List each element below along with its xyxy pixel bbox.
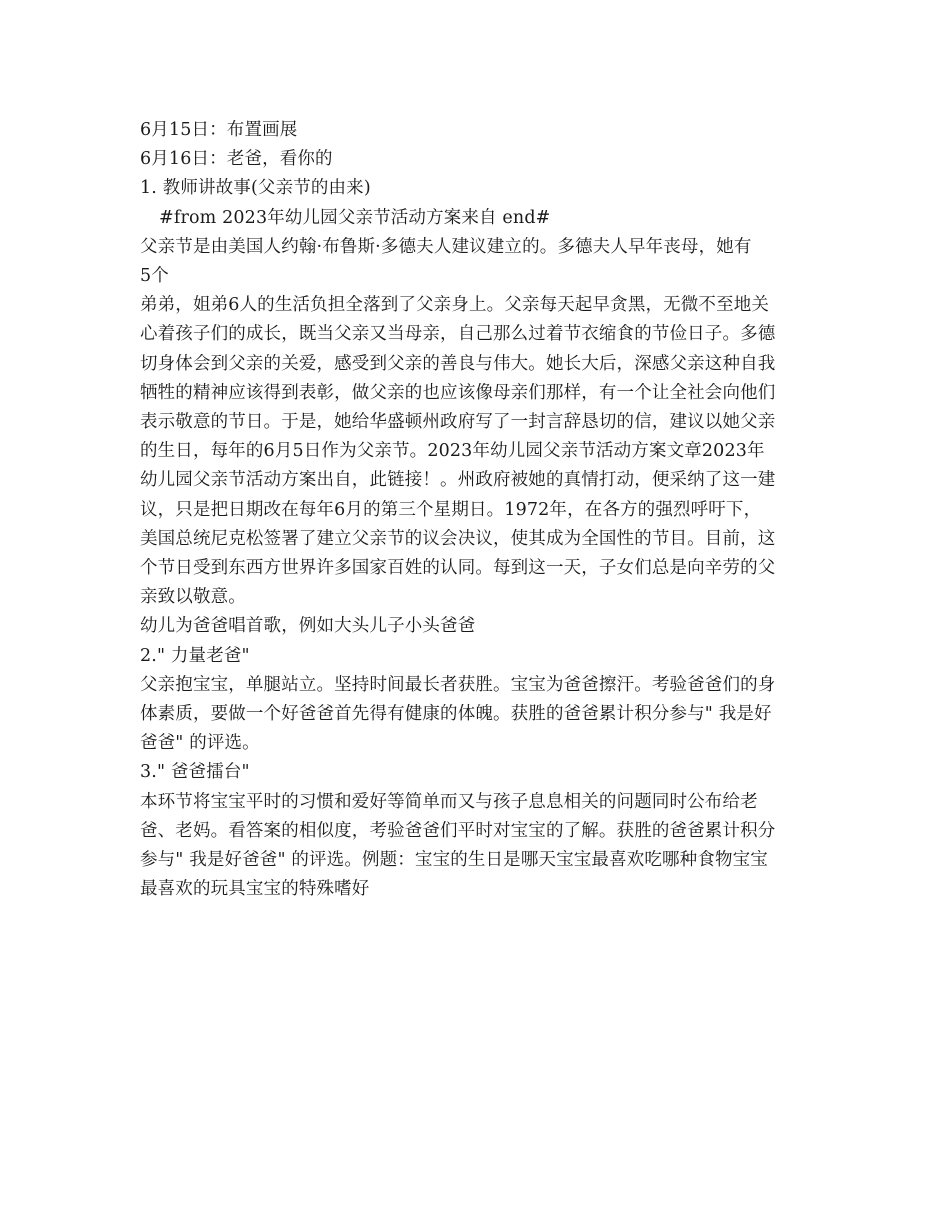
text-line: 牺牲的精神应该得到表彰，做父亲的也应该像母亲们那样，有一个让全社会向他们 xyxy=(140,382,776,403)
source-marker-line: #from 2023年幼儿园父亲节活动方案来自 end# xyxy=(159,207,551,228)
text-line: 亲致以敬意。 xyxy=(140,587,246,608)
text-line: 表示敬意的节日。于是，她给华盛顿州政府写了一封言辞恳切的信，建议以她父亲 xyxy=(140,412,776,433)
text-line: 爸、老妈。看答案的相似度，考验爸爸们平时对宝宝的了解。获胜的爸爸累计积分 xyxy=(140,820,776,841)
text-line: 父亲节是由美国人约翰·布鲁斯·多德夫人建议建立的。多德夫人早年丧母，她有 xyxy=(140,236,752,257)
text-line: 参与" 我是好爸爸" 的评选。例题：宝宝的生日是哪天宝宝最喜欢吃哪种食物宝宝 xyxy=(140,850,768,871)
text-line: 个节日受到东西方世界许多国家百姓的认同。每到这一天，子女们总是向辛劳的父 xyxy=(140,558,776,579)
text-line: 最喜欢的玩具宝宝的特殊嗜好 xyxy=(140,879,370,900)
text-line: 美国总统尼克松签署了建立父亲节的议会决议，使其成为全国性的节目。目前，这 xyxy=(140,528,776,549)
text-line: 幼儿园父亲节活动方案出自，此链接！。州政府被她的真情打动，便采纳了这一建 xyxy=(140,470,776,491)
document-body xyxy=(140,116,820,904)
text-line: 爸爸" 的评选。 xyxy=(140,733,260,754)
text-line: 6月16日：老爸，看你的 xyxy=(140,149,333,170)
text-line: 本环节将宝宝平时的习惯和爱好等简单而又与孩子息息相关的问题同时公布给老 xyxy=(140,791,758,812)
text-line: 5个 xyxy=(140,266,169,287)
text-line: 切身体会到父亲的关爱，感受到父亲的善良与伟大。她长大后，深感父亲这种自我 xyxy=(140,353,776,374)
text-line: 6月15日：布置画展 xyxy=(140,120,298,140)
section-heading: 3." 爸爸擂台" xyxy=(140,762,250,783)
text-line: 弟弟，姐弟6人的生活负担全落到了父亲身上。父亲每天起早贪黑，无微不至地关 xyxy=(140,295,770,316)
section-heading: 2." 力量老爸" xyxy=(140,645,250,666)
text-line: 体素质，要做一个好爸爸首先得有健康的体魄。获胜的爸爸累计积分参与" 我是好 xyxy=(140,704,772,725)
text-line: 1. 教师讲故事(父亲节的由来) xyxy=(140,178,371,199)
text-line: 议，只是把日期改在每年6月的第三个星期日。1972年，在各方的强烈呼吁下， xyxy=(140,499,762,520)
text-line: 的生日，每年的6月5日作为父亲节。2023年幼儿园父亲节活动方案文章2023年 xyxy=(140,441,765,462)
text-line: 幼儿为爸爸唱首歌，例如大头儿子小头爸爸 xyxy=(140,616,476,637)
text-line: 心着孩子们的成长，既当父亲又当母亲，自己那么过着节衣缩食的节俭日子。多德 xyxy=(140,324,776,345)
text-line: 父亲抱宝宝，单腿站立。坚持时间最长者获胜。宝宝为爸爸擦汗。考验爸爸们的身 xyxy=(140,674,776,695)
